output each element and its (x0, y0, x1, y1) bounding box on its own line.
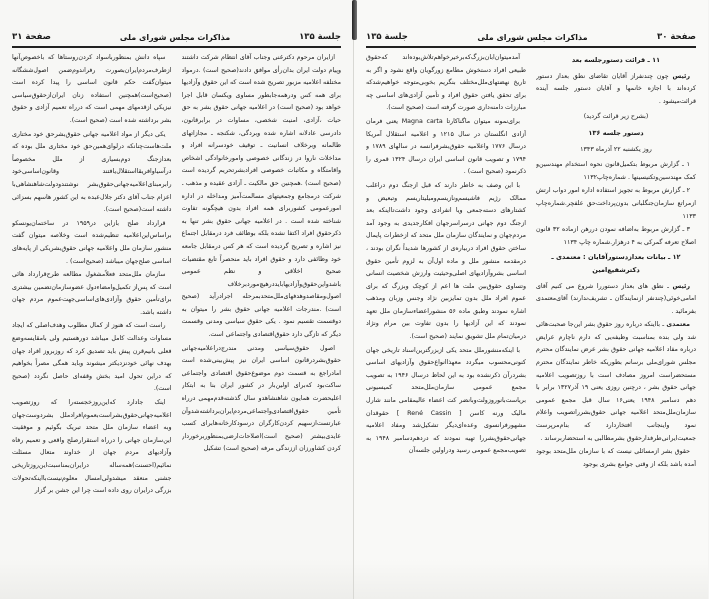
scan-shading (354, 559, 708, 599)
section-12-heading: ۱۲ ـ بیانات بعدازدستور‌آقایان : معتمدی ـ دکترشفیع‌امین (551, 253, 681, 274)
paragraph: با این وصف به خاطر دارند که قبل ازجنگ دوم دراغلب ممالک رژیم فاشیسم‌ونازیسم‌ومیلیتاریسم وتبعیض و کشتارهای دسته‌جمعی ویا انفرادی وجود داشت‌تااینکه بعد ازجنگ دوم جهانی درسراسر‌جهان افکارجدیدی به وجود آمد مردم‌جهان و نمایندگان سازمان ملل متحد که ازخطرات پایمال ساختن حقوق افراد دربیاره‌ی از کشورها شدیداً نگران بودند ، درمقدمه منشور ملل و ماده اول‌آن به لزوم تأمین حقوق اساسی بشرو‌آزادیهای اصلی‌وحیثیت وارزش شخصیت انسانی وتساوی حقوق‌بین ملت ها اعم از کوچک وبزرگ که برای عموم افراد ملل بدون تمایزبین نژاد وجنس وزبان ومذهب اشاره نمودند وطبق ماده ۵۶ منشوراعضاءسازمان ملل تعهد نمودند که این آزادیها را بدون تفاوت بین مرام ونژاد درمیان‌تمام ملل تشویق نمایند (صحیح است). (366, 181, 526, 341)
agenda-item: ۱ ـ گزارش مربوط بتکمیل‌قانون نحوه استخدام مهندسین‌و کمک مهندسین‌وتکنیسینها . شماره‌چاپ۱۱۳۲ (536, 161, 696, 181)
page-header (12, 30, 341, 48)
running-title: مذاکرات مجلس شورای ملی (477, 32, 588, 42)
paragraph: با اینکه‌منشورملل متحد یکی ازبزرگترین‌اسناد تاریخی جهان کنونی‌محسوب میگردد معهذاانواع‌حقوق وآزادیهای اساسی بشردرآن ذکرنشده بود به این لحاظ درسال ۱۹۴۶ به تصویب مجمع عمومی سازمان‌ملل‌متحد کمیسیونی بریاست‌بانوروزولت‌وبانضر کت اعضاء عالیمقامی مانند شارل مالیک ورنه کاسن [ René Cassin ] حقوقدان مشهورفرانسوی وعده‌ای‌دیگر تشکیل‌شد ومفاد اعلامیه جهانی‌حقوق‌بشررا تهیه نمودند که دردهم‌دسامبر ۱۹۴۸ به تصویب‌مجمع عمومی رسید ودراولین جلسه‌آن (366, 346, 526, 455)
agenda-item: ۳ ـ گزارش مربوط به‌اضافه نمودن در‌رهن ازماده ۳۲ قانون اصلاح تعرفه گمرکی به ۴ درهزار.شماره چاپ ۱۱۳۴ (536, 226, 696, 246)
page-number: صفحة ۳۰ (657, 32, 696, 42)
binding-shadow (352, 0, 357, 40)
column-right (182, 52, 342, 549)
page-header (366, 30, 696, 48)
agenda-heading: دستور جلسه ۱۳۶ (588, 128, 644, 137)
paragraph: سازمان ملل‌متحد فعلاً‌مشغول مطالعه طرح‌قرارداد هائی است که پس‌از تکمیل‌وامضاءدول عضوسازمان‌تضمین بیشتری برای‌تأمین حقوق وآزادی‌های‌اساسی‌جهت‌عموم مردم جهان داشته باشد. (12, 271, 172, 316)
paragraph: قرارداد صلح بازاین در۱۹۵۹ در ساختمان‌یونسکو براساس‌این‌اعلامیه تنظیم‌شده است وخلاصه میتوان گفت منشور سازمان ملل واعلامیه جهانی حقوق‌بشریکی از پایه‌های اساسی صلح‌جهان میباشد (صحیح‌است) . (12, 219, 172, 265)
paragraph: رئیس ـ نطق های بعداز دستوررا شروع می کنیم آقای امامی‌خوئی(چندنفر ازنمایندگان ـ تشریف‌ندارند) آقای‌معتمدی بفرمائید . (536, 282, 696, 315)
column-right (536, 52, 696, 549)
page-number: صفحة ۳۱ (12, 32, 51, 42)
paragraph: معتمدی ـ بااینکه درباره روز حقوق بشر این‌جا صحبت‌هائی شد ولی بنده بمناسبت وظیفه‌یی که دارم ناچارم عرایض درباره مفاد اعلامیه جهانی حقوق بشر عرض نمایندگان محترم مجلس شورای‌ملی برسانم بطوریکه خاطر نمایندگان محترم مستحضراست امروز مصادف است با روزتصویب اعلامیه جهانی حقوق بشر ، درچنین روزی یعنی ۱۹ آذر۱۳۲۷ برابر با دهم دسامبر ۱۹۴۸ یعنی‌۱۶ سال قبل مجمع عمومی سازمان‌ملل‌متحد اعلامیه جهانی حقوق‌بشررا‌تصویب واعلام نمود واینجانب افتخاردارد که بنام‌مرپرست جمعیت‌ایرانی‌طرفدارحقوق بشرمطالبی به استحضاربرساند . (536, 321, 696, 442)
paragraph: سپاه دانش بمنظورباسواد کردن‌روستاها که باخصوص‌آنها ازطرف‌مردم‌ایران‌بصورت رفراندوم‌ضمن اصول‌ششگانه میتوان‌گفت حکم قانون اساسی را پیدا کرده است (صحیح‌است)همچنین استفاده زنان ایران‌ازحقوق‌سیاسی نیزیکی ازقدمهای مهمی است که درراه تعمیم آزادی و حقوق بشر برداشته شده است (صحیح است). (12, 54, 172, 124)
paragraph: اصول حقوق‌سیاسی ومدنی مندرج‌دراعلامیه‌جهانی حقوق‌بشردرقانون اساسی ایران نیز پیش‌بینی‌شده است امادراجع به قسمت دوم موضوع‌حقوق اقتصادی واجتماعی ساکت‌بود که‌برای اولین‌بار در کشور ایران بنا به ابتکار اعلیحضرت همایون شاهنشاهدو سال گذشته‌قدم‌مهمی درراه تأمین حقوق‌اقتصادی‌واجتماعی‌مردم‌ایران‌برداشته‌شدوآن عبارتست‌ازسهیم کردن‌کارگران درسودکارخانه‌هابرای کسب عایدی‌بیشتر (صحیح است)اصلاحات‌ارضی‌بمنظوربرخوردار کردن کشاورزان اززندگی مرفه (صحیح است) تشکیل (181, 344, 341, 453)
session-number: جلسة ۱۳۵ (366, 32, 408, 42)
paragraph: آمدمیتوان‌ابان‌بزرگ‌که‌بر‌خیرخواهم‌تلاش‌بوده‌اند که‌حقوق طبیعی افراد دستخوش مطامع زورگویان واقع نشود و اگر به تاریخ نهضتهای‌ملل‌مختلف بنگریم بخوبی‌متوجه خواهیم‌شدکه برای تحقق یافتن حقوق افراد و تأمین آزادی‌های اساسی چه مبارزات دامنه‌داری صورت گرفته است (صحیح است). (366, 54, 526, 112)
paragraph: اینک جادارد که‌این‌روزخجسته‌را که روزتصویب اعلامیه‌جهانی‌حقوق‌بشراست‌بعموم‌افرادملل بشر‌دوست‌جهان وبه اعضاء سازمان ملل متحد تبریک بگوئیم و موفقیت این‌سازمان جهانی را درراه استقرارصلح واقعی و تعمیم رفاه وآزادیهای مردم جهان از خداوند متعال مسئلت نمائیم(احسنت)همه‌ساله درایران‌بمناسبت‌این‌روزتاریخی جشنی منعقد میشدولی‌امسال معلوم‌نیست‌بااینکه‌تحولات بزرگی درایران روی داده است چرا این جشن بر گزار (12, 399, 172, 495)
speaker-name: رئیس (672, 282, 690, 290)
agenda-date: روز یکشنبه ۲۲ آذرماه ۱۳۴۳ (580, 145, 652, 153)
paragraph: برای‌نمونه میتوان ماگناکارتا Magna carta یعنی فرمان آزادی انگلستان در سال ۱۲۱۵ و اعلامیه استقلال آمریکا درسال ۱۷۷۶ واعلامیه حقوق‌بشرفرانسه در سالهای ۱۷۸۹ و ۱۷۹۴ و تصویب قانون اساسی ایران درسال ۱۳۲۴ قمری را ذکرنمود (صحیح است) . (366, 117, 526, 176)
text-columns (366, 52, 696, 549)
agenda-item: ۲ ـ گزارش مربوط به تجویز استفاده اداره امور دواب ارتش ازمراتع سازمان‌جنگلبانی بدون‌پرداخت‌حق علفچر.شماره‌چاپ ۱۱۳۳ (536, 187, 696, 220)
paragraph: راست است که هنوز از کمال مطلوب وهدف‌اصلی که ایجاد مساوات وعدالت کامل میباشد دورهستیم ولی بامقایسه‌وضع فعلی بانیم‌قرن پیش باید تصدیق کرد که روزبروز افراد جهان بهدف نهائی خودنزدیکتر میشوند وباید همگی مصراً بخواهیم که دراین تحول امید بخش وقفه‌ای حاصل نگردد (صحیح است). (12, 322, 172, 393)
page-30 (354, 0, 708, 599)
note: (بشرح زیر قرائت گردید) (583, 113, 649, 121)
page-31 (0, 0, 354, 599)
paragraph: ازایران مرحوم دکترغنی وجناب آقای انتظام شرکت داشتند وپیام دولت ایران بدان‌رأی موافق دادند(صحیح است) .درمواد مختلفه اعلامیه مزبور تصریح شده است که این حقوق وآزادیها برای همه کس ودرهمه‌جابطور مساوی ویکسان قابل اجرا خواهد بود (صحیح است) در اعلامیه جهانی حقوق بشر به حق حیات ،آزادی، امنیت شخصی، مساوات در برابرقانون، دادرسی عادلانه اشاره شده وبردگی، شکنجه ـ مجازاتهای ظالمانه وبرخلاف انسانیت ـ توقیف خودسرانه افراد و مداخلات ناروا در زندگانی خصوصی وامورخانوادگی اشخاص واقامتگاه و مکاتبات خصوصی افرادبشرتحریم گردیده است (صحیح است) .همچنین حق مالکیت ـ آزادی عقیده و مذهب ـ شرکت درمجامع وجمعیتهای مسالمت‌آمیز ومداخله در اداره امورعمومی کشوربرای همه افراد بدون هیچگونه تفاوت شناخته شده است . در اعلامیه جهانی حقوق بشر تنها به ذکرحقوق افراد اکتفا نشده بلکه بوظائف فرد درمقابل اجتماع نیز اشاره و تصریح گردیده است که هر کس درمقابل جامعه خود وظائفی دارد و حقوق افراد باید منحصراً تابع مقتضیات صحیح اخلاقی و نظم عمومی باشدواین‌حقوق‌وآزادیهاباید‌درهیچ‌موردبرخلاف اصول‌ومقاصدوهدفهای‌ملل‌متحدبمرحله اجرادرآید (صحیح است) .مندرجات اعلامیه جهانی حقوق بشر را میتوان به دوقسمت تقسیم نمود . یکی حقوق سیاسی ومدنی وقسمت دیگر که تازگی دارد حقوق‌اقتصادی واجتماعی است. (181, 54, 341, 339)
text-columns (12, 52, 341, 549)
speaker-name: رئیس (672, 72, 690, 80)
session-number: جلسة ۱۳۵ (299, 32, 341, 42)
scan-shading (0, 559, 353, 599)
paragraph: رئیس چون چندنفراز آقایان تقاضای نطق بعداز دستور کرده‌اند با اجازه خانمها و آقایان دستور جلسه آینده قرائت‌میشود . (536, 72, 696, 105)
column-left (12, 52, 172, 549)
paragraph: یکی دیگر از مواد اعلامیه جهانی حقوق‌بشرحق خود مختاری ملت‌هاست‌چنانکه درلوای‌همین‌حق خود مختاری ملل بوده که بعدازجنگ دوم‌بسیاری از ملل مخصوصاً درآسیاوافریقااستقلال‌یافتند وقانون‌اساسی‌خود رابرمبنای‌اعلامیه‌جهانی‌حقوق‌بشر نوشتندودولت‌شاهنشاهی‌با اعزام جناب آقای دکتر جلال‌عبده به این کشور ها‌سهم بسزائی داشته است(صحیح است). (12, 130, 172, 214)
running-title: مذاکرات مجلس شورای ملی (119, 32, 231, 42)
section-11-heading: ۱۱ ـ قرائت دستورجلسه بعد (571, 56, 661, 64)
speaker-name: معتمدی (666, 321, 690, 329)
paragraph: حقوق بشر ازمسائلی نیست که با سازمان ملل‌متحد بوجود آمده باشد بلکه از وقتی جوامع بشری بوجود (536, 448, 696, 468)
column-left (366, 52, 526, 549)
